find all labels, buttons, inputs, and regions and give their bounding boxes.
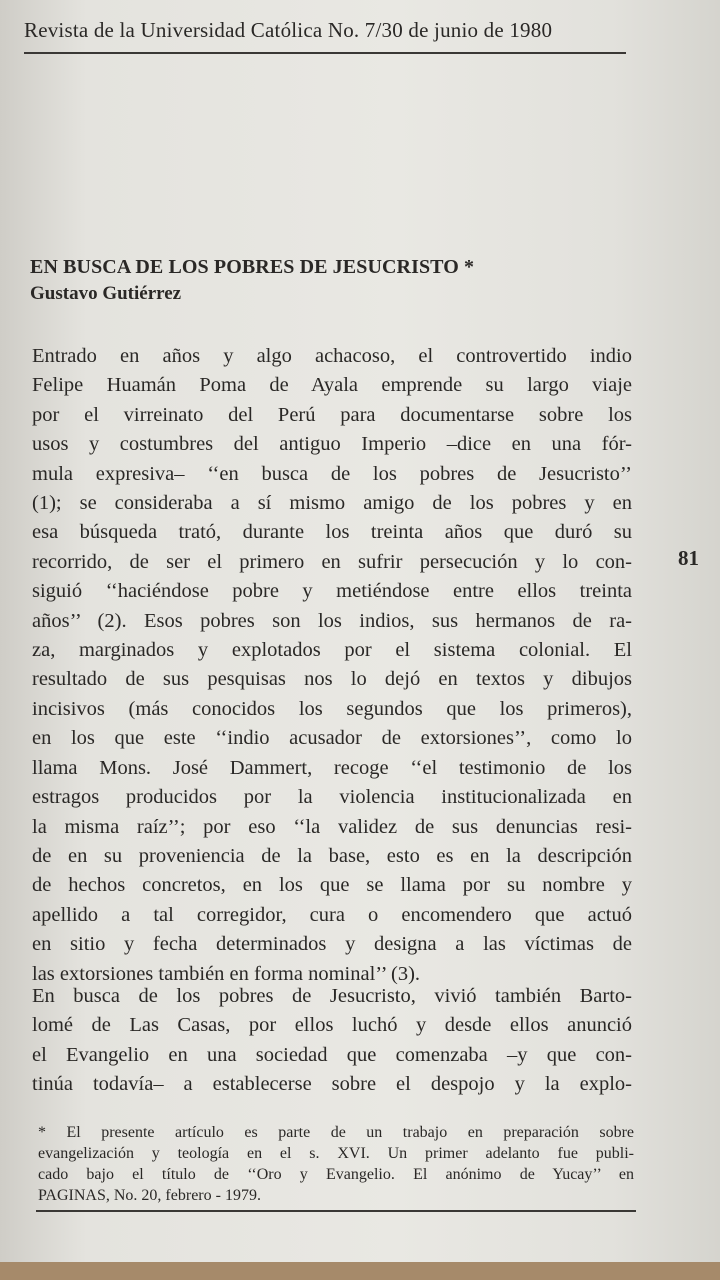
text-line: Felipe Huamán Poma de Ayala emprende su largo viaje — [32, 374, 632, 397]
text-line: por el virreinato del Perú para documentarse sobre los — [32, 403, 632, 426]
text-line: en los que este ‘‘indio acusador de extorsiones’’, como lo — [32, 727, 632, 750]
text-line: (1); se consideraba a sí mismo amigo de los pobres y en — [32, 492, 632, 515]
text-line: resultado de sus pesquisas nos lo dejó en textos y dibujos — [32, 668, 632, 691]
text-line: las extorsiones también en forma nominal’’ (3). — [32, 962, 421, 985]
text-line: usos y costumbres del antiguo Imperio –dice en una fór- — [32, 433, 632, 456]
text-line: siguió ‘‘haciéndose pobre y metiéndose entre ellos treinta — [32, 580, 632, 603]
text-line: llama Mons. José Dammert, recoge ‘‘el testimonio de los — [32, 756, 632, 779]
text-line: lomé de Las Casas, por ellos luchó y desde ellos anunció — [32, 1014, 632, 1037]
text-line: tinúa todavía– a establecerse sobre el despojo y la explo- — [32, 1073, 632, 1096]
text-line: recorrido, de ser el primero en sufrir persecución y lo con- — [32, 550, 632, 573]
paragraph-1 — [32, 342, 632, 989]
text-line: Entrado en años y algo achacoso, el controvertido indio — [32, 345, 632, 367]
text-line: mula expresiva– ‘‘en busca de los pobres de Jesucristo’’ — [32, 462, 632, 485]
text-line: incisivos (más conocidos los segundos que los primeros), — [32, 697, 632, 720]
paragraph-2 — [32, 982, 632, 1100]
text-line: esa búsqueda trató, durante los treinta años que duró su — [32, 521, 632, 544]
text-line: apellido a tal corregidor, cura o encomendero que actuó — [32, 903, 632, 926]
text-line: En busca de los pobres de Jesucristo, vivió también Barto- — [32, 985, 632, 1007]
text-line: años’’ (2). Esos pobres son los indios, sus hermanos de ra- — [32, 609, 632, 632]
article-author: Gustavo Gutiérrez — [30, 283, 182, 304]
footnote-rule — [36, 1210, 636, 1212]
footnote-line: evangelización y teología en el s. XVI. Un primer adelanto fue publi- — [38, 1145, 634, 1162]
header-rule — [24, 52, 626, 54]
text-line: en sitio y fecha determinados y designa a las víctimas de — [32, 933, 632, 956]
running-head: Revista de la Universidad Católica No. 7/30 de junio de 1980 — [24, 18, 553, 42]
text-line: de hechos concretos, en los que se llama por su nombre y — [32, 874, 632, 897]
footnote-line: cado bajo el título de ‘‘Oro y Evangelio. El anónimo de Yucay’’ en — [38, 1166, 634, 1183]
footnote-line: PAGINAS, No. 20, febrero - 1979. — [38, 1187, 261, 1204]
article-title: EN BUSCA DE LOS POBRES DE JESUCRISTO * — [30, 256, 475, 278]
footnote — [38, 1122, 634, 1206]
text-line: de en su proveniencia de la base, esto es en la descripción — [32, 844, 632, 867]
text-line: el Evangelio en una sociedad que comenzaba –y que con- — [32, 1043, 632, 1066]
text-line: estragos producidos por la violencia institucionalizada en — [32, 786, 632, 809]
text-line: za, marginados y explotados por el sistema colonial. El — [32, 639, 632, 662]
footnote-line: * El presente artículo es parte de un trabajo en preparación sobre — [38, 1124, 634, 1141]
page-number: 81 — [678, 546, 699, 570]
background-strip — [0, 1262, 720, 1280]
text-line: la misma raíz’’; por eso ‘‘la validez de sus denuncias resi- — [32, 815, 632, 838]
